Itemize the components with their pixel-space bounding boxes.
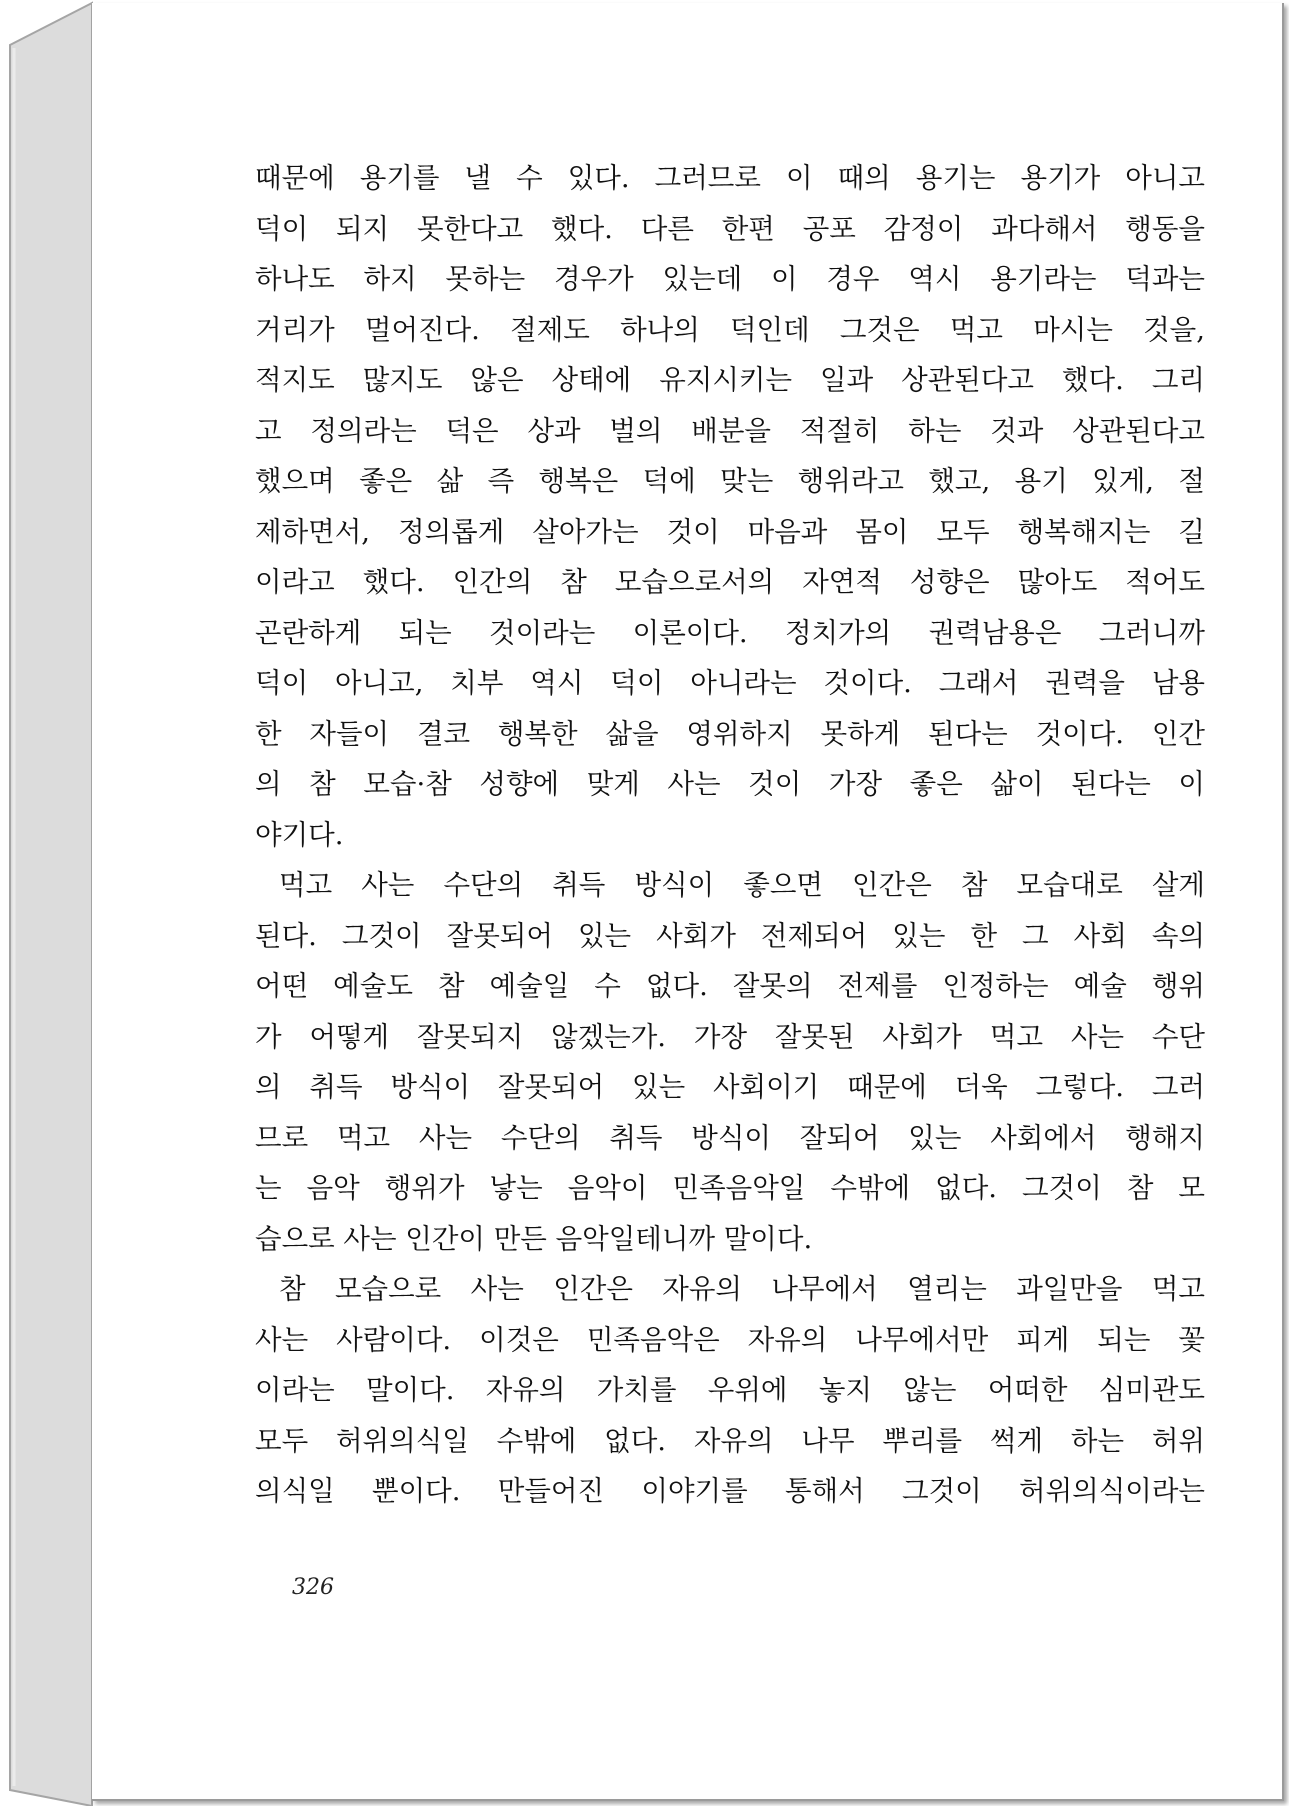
text-line: 모두 허위의식일 수밖에 없다. 자유의 나무 뿌리를 썩게 하는 허위 bbox=[255, 1424, 1205, 1457]
text-line: 거리가 멀어진다. 절제도 하나의 덕인데 그것은 먹고 마시는 것을, bbox=[255, 313, 1205, 346]
text-line: 때문에 용기를 낼 수 있다. 그러므로 이 때의 용기는 용기가 아니고 bbox=[255, 162, 1205, 194]
text-line: 덕이 되지 못한다고 했다. 다른 한편 공포 감정이 과다해서 행동을 bbox=[255, 212, 1205, 245]
page-body-text bbox=[255, 153, 1205, 1517]
text-line: 는 음악 행위가 낳는 음악이 민족음악일 수밖에 없다. 그것이 참 모 bbox=[255, 1172, 1205, 1204]
text-line: 야기다. bbox=[255, 818, 344, 851]
text-line: 했으며 좋은 삶 즉 행복은 덕에 맞는 행위라고 했고, 용기 있게, 절 bbox=[255, 465, 1205, 497]
text-line: 덕이 아니고, 치부 역시 덕이 아니라는 것이다. 그래서 권력을 남용 bbox=[255, 667, 1205, 699]
text-line: 이라는 말이다. 자유의 가치를 우위에 놓지 않는 어떠한 심미관도 bbox=[255, 1374, 1205, 1406]
text-line: 므로 먹고 사는 수단의 취득 방식이 잘되어 있는 사회에서 행해지 bbox=[255, 1121, 1205, 1154]
text-line: 의 참 모습·참 성향에 맞게 사는 것이 가장 좋은 삶이 된다는 이 bbox=[255, 768, 1205, 800]
text-line: 하나도 하지 못하는 경우가 있는데 이 경우 역시 용기라는 덕과는 bbox=[255, 263, 1205, 295]
text-line: 사는 사람이다. 이것은 민족음악은 자유의 나무에서만 피게 되는 꽃 bbox=[255, 1323, 1205, 1356]
text-line: 적지도 많지도 않은 상태에 유지시키는 일과 상관된다고 했다. 그리 bbox=[255, 364, 1205, 396]
text-line: 의식일 뿐이다. 만들어진 이야기를 통해서 그것이 허위의식이라는 bbox=[255, 1475, 1205, 1507]
text-line: 습으로 사는 인간이 만든 음악일테니까 말이다. bbox=[255, 1222, 813, 1255]
text-line: 고 정의라는 덕은 상과 벌의 배분을 적절히 하는 것과 상관된다고 bbox=[255, 414, 1205, 447]
text-line: 가 어떻게 잘못되지 않겠는가. 가장 잘못된 사회가 먹고 사는 수단 bbox=[255, 1020, 1205, 1053]
text-line: 먹고 사는 수단의 취득 방식이 좋으면 인간은 참 모습대로 살게 bbox=[279, 869, 1205, 901]
text-line: 제하면서, 정의롭게 살아가는 것이 마음과 몸이 모두 행복해지는 길 bbox=[255, 515, 1205, 548]
text-line: 의 취득 방식이 잘못되어 있는 사회이기 때문에 더욱 그렇다. 그러 bbox=[255, 1071, 1205, 1103]
text-line: 참 모습으로 사는 인간은 자유의 나무에서 열리는 과일만을 먹고 bbox=[279, 1273, 1205, 1305]
text-line: 한 자들이 결코 행복한 삶을 영위하지 못하게 된다는 것이다. 인간 bbox=[255, 717, 1205, 750]
text-line: 어떤 예술도 참 예술일 수 없다. 잘못의 전제를 인정하는 예술 행위 bbox=[255, 970, 1205, 1002]
page-number: 326 bbox=[292, 1575, 334, 1600]
text-line: 이라고 했다. 인간의 참 모습으로서의 자연적 성향은 많아도 적어도 bbox=[255, 566, 1205, 598]
book-page bbox=[92, 3, 1284, 1801]
text-line: 된다. 그것이 잘못되어 있는 사회가 전제되어 있는 한 그 사회 속의 bbox=[255, 919, 1205, 952]
text-line: 곤란하게 되는 것이라는 이론이다. 정치가의 권력남용은 그러니까 bbox=[255, 616, 1205, 649]
